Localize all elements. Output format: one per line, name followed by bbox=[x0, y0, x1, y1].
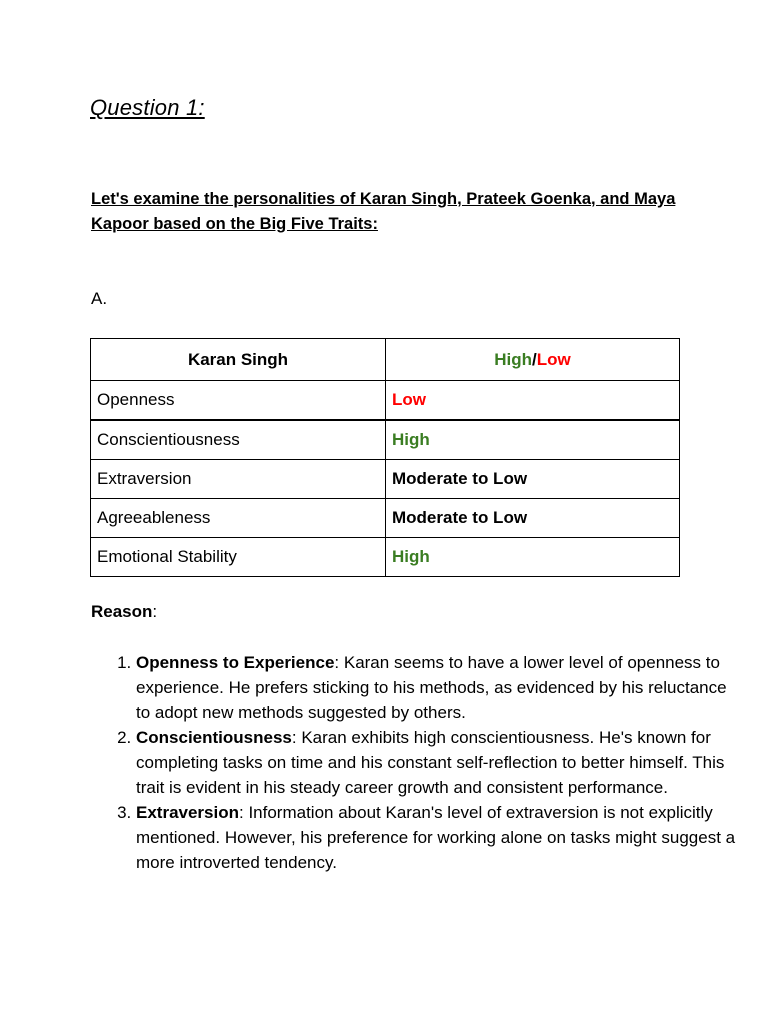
reason-list bbox=[90, 650, 736, 875]
trait-name: Emotional Stability bbox=[91, 538, 386, 577]
trait-level: Moderate to Low bbox=[386, 460, 680, 499]
list-item bbox=[136, 725, 736, 800]
header-separator: / bbox=[532, 349, 537, 369]
reason-heading-label: Reason bbox=[91, 602, 153, 621]
table-row bbox=[91, 538, 680, 577]
reason-term: Openness to Experience bbox=[136, 653, 335, 672]
header-level bbox=[386, 339, 680, 381]
trait-level: Low bbox=[386, 381, 680, 421]
traits-table bbox=[90, 338, 680, 577]
reason-term: Conscientiousness bbox=[136, 728, 292, 747]
table-header-row bbox=[91, 339, 680, 381]
header-name: Karan Singh bbox=[91, 339, 386, 381]
reason-heading-colon: : bbox=[152, 602, 158, 621]
reason-term: Extraversion bbox=[136, 803, 239, 822]
reason-text: : Karan exhibits high conscientiousness. He's known for completing tasks on time and his constant self-reflection to better himself. This trait is evident in his steady career growth and consistent performance. bbox=[136, 728, 725, 797]
reason-text: : Information about Karan's level of extraversion is not explicitly mentioned. However, his preference for working alone on tasks might suggest a more introverted tendency. bbox=[136, 803, 736, 872]
table-row bbox=[91, 460, 680, 499]
trait-level: High bbox=[386, 538, 680, 577]
trait-name: Agreeableness bbox=[91, 499, 386, 538]
section-label: A. bbox=[91, 289, 108, 308]
list-item bbox=[136, 800, 736, 875]
table-row bbox=[91, 381, 680, 421]
table-row bbox=[91, 499, 680, 538]
reason-text: : Karan seems to have a lower level of openness to experience. He prefers sticking to his methods, as evidenced by his reluctance to adopt new methods suggested by others. bbox=[136, 653, 727, 722]
list-item bbox=[136, 650, 736, 725]
header-low: Low bbox=[536, 349, 571, 369]
table-row bbox=[91, 420, 680, 460]
trait-name: Openness bbox=[91, 381, 386, 421]
page-title: Question 1: bbox=[90, 95, 205, 120]
trait-level: Moderate to Low bbox=[386, 499, 680, 538]
intro-heading: Let's examine the personalities of Karan Singh, Prateek Goenka, and Maya Kapoor based on the Big Five Traits: bbox=[91, 190, 676, 233]
reason-heading bbox=[91, 601, 157, 623]
header-high: High bbox=[494, 349, 533, 369]
trait-name: Extraversion bbox=[91, 460, 386, 499]
trait-name: Conscientiousness bbox=[91, 420, 386, 460]
trait-level: High bbox=[386, 420, 680, 460]
